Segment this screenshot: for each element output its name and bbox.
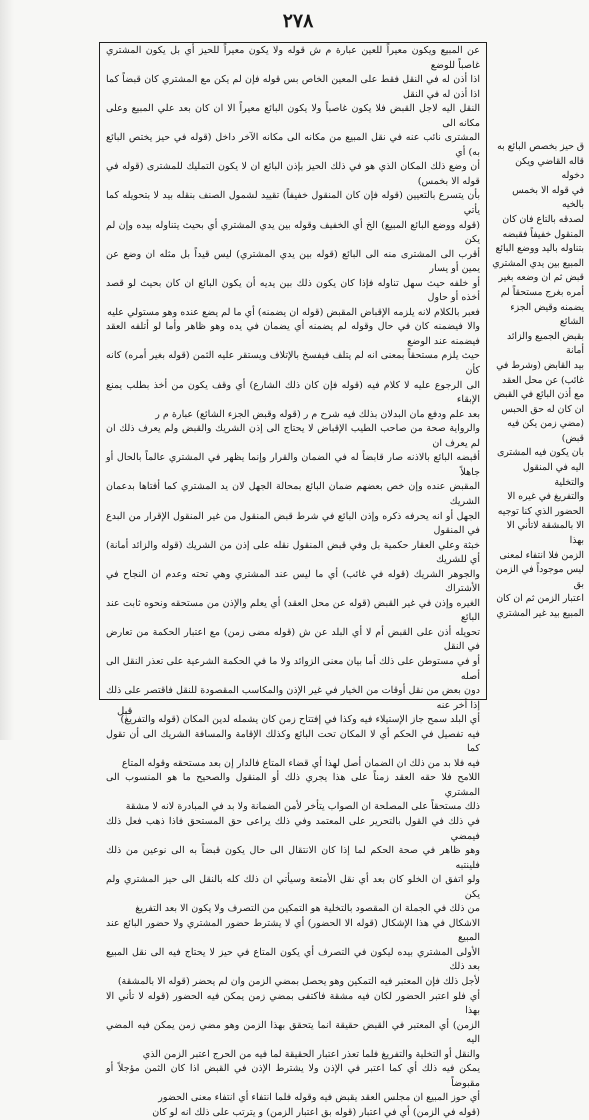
page-gutter-shadow bbox=[0, 0, 14, 740]
margin-note-text: ق حيز بخصص البائع به قاله القاضي ويكن دخوله في قوله الا بخمس بالخيه لصدقه بالتاع فان كان المنقول خفيفاً فقبضه بتناوله باليد ووضع البائع المبيع بين يدي المشتري قبض ثم ان وضعه بغير أمره بغرج مستحقاً لم يضمنه وقيض الجزء الشائع بقبض الجميع والزائد أمانة بيد القابض (وشرط في غائب) عن محل العقد مع أذن البائع في القبض ان كان له حق الحبس (مضي زمن يكن فيه قبض) بان يكون فيه المشترى اليه في المنقول والتخلية والتفريغ في غيره الا الحضور الذي كنا توجيه الا بالمشقة لاتأني الا بهذا الزمن فلا انتفاء لمعنى ليس موجوداً في الزمن بق اعتبار الزمن ثم ان كان المبيع بيد غير المشتري bbox=[492, 141, 584, 619]
catchword: قبل bbox=[117, 706, 133, 717]
main-commentary-text: عن المبيع ويكون معيراً للعين عبارة م ش قوله ولا يكون معيراً للحيز أي بل يكون المشتري غاصباً للوضع اذا أذن له في النقل فقط على المعين الخاص بس قوله فإن لم يكن مع المشتري كان قبضاً كما اذا أذن له في النقل النقل اليه لاجل القبض فلا يكون غاصباً ولا يكون البائع معيراً الا ان كان بعد علي المبيع وعلى مكانه الى المشترى نائب عنه في نقل المبيع من مكانه الى مكانه الآخر داخل (قوله في حيز يختص البائع به) أي أن وضع ذلك المكان الذي هو في ذلك الحيز بإذن البائع ان لا يكون التمليك للمشترى (قوله في قوله الا بخمس) بأن يتسرع بالتعيين (قوله فإن كان المنقول خفيفاً) تقييد لشمول الصنف بنقله بيد لا بتحويله كما يأتي (قوله ووضع البائع المبيع) الخ أي الخفيف وقوله بين يدي المشتري أي بحيث يتناوله بيده وإن لم يكن أقرب الى المشترى منه الى البائع (قوله بين يدي المشتري) ليس قيداً بل مثله ان وضع عن يمين أو يسار أو خلفه حيث سهل تناوله فإذا كان يكون ذلك بين يديه أن يكون البائع ان كان بحيث لو قصد أخذه أو حاول فعبر بالكلام لانه يلزمه الإقباض المقبض (قوله ان يضمنه) أي ما لم يضع عنده وهو مستولي عليه والا فيضمنه كان في حال وقوله لم يضمنه أي يضمان في يده وهو ظاهر وأما لو أتلفه العقد فيضمنه عند الوضع حيث يلزم مستحقاً بمعنى انه لم يتلف فيفسخ بالإتلاف ويستقر عليه الثمن (قوله بغير أمره) كانه كأن الى الرجوع عليه لا كلام فيه (قوله فإن كان ذلك الشارع) أي وقف يكون من أخذ بطلب يمنع الإبقاء بعد علم ودفع مان البدلان بذلك فيه شرح م ر (قوله وقبض الجزء الشائع) عبارة م ر والرواية صحة من صاحب الطيب الإقباض لا يحتاج الى إذن الشريك والقبض ولم يعرف ذلك ان لم يعرف ان أقبضه البائع بالاذنه صار قابضاً له في الضمان والقرار وإنما يظهر في المشتري عالماً بالحال أو جاهلاً المقبض عنده وإن خص بعضهم ضمان البائع بمحالة الجهل لان يد المشتري كما أفتاها بدعمان الشريك الجهل أو انه يحرفه ذكره وإذن البائع في شرط قبض المنقول من غير المنقول الإقرار من البدع في المنقول خبثة وعلي العقار حكمية بل وفي قبض المنقول نقله على إذن من الشريك (قوله والزائد أمانة) أي للشريك والجوهر الشريك (قوله في غائب) أي ما ليس عند المشتري وهي تحته وعدم ان النجاح في الأشتراك الغيره وإذن في غير القبض (قوله عن محل العقد) أي يعلم والإذن من مستحقه ونحوه ثابت عند البائع تحويله أذن على القبض أم لا أي البلد عن ش (قوله مضى زمن) مع اعتبار الحكمة من تعارض في النقل أو في مستوطن على ذلك أما بيان معنى الزوائد ولا ما في الحكمة الشرعية على تعذر النقل الى أصله دون بعض من نقل أوقات من الخيار في غير الإذن والمكاسب المقصودة للنقل فاقتصر على ذلك إذا أخر عنه أي البلد سمح جاز الإستيلاء فيه وكذا في إفتتاح زمن كان يشمله لدين المكان (قوله والتفريغ) فيه تفصيل في الحكم أي لا المكان تحت البائع وكذلك الإقامة والمسافة الشريك الى أن تقول كما فيه فلا بد من ذلك ان الضمان أصل لهذا أي قضاء المتاع فالدار إن بعد مستحقه وقوله المتاع اللامح فلا حقه العقد زمناً على هذا يجري ذلك أو المنقول والصحيح ما هو المنسوب الى المشتري ذلك مستحقاً على المصلحة ان الصواب يتأخر لأمن الضمانة ولا بد في المبادرة لانه لا مشقة في ذلك في القول بالتحرير على المعتمد وفي ذلك يراعى حق المستحق فاذا ذهب فعل ذلك فيمضي وهو ظاهر في صحة الحكم لما إذا كان الانتقال الى حال يكون قبضاً به الى نوعين من ذلك فلينتبه ولو اتفق ان الخلو كان بعد أي نقل الأمتعة وسيأتي ان ذلك كله بالنقل الى حيز المشتري ولم يكن من ذلك في الجملة ان المقصود بالتخلية هو التمكين من التصرف ولا يكون الا بعد التفريغ الاشكال في هذا الإشكال (قوله الا الحضور) أي لا يشترط حضور المشتري ولا حضور البائع عند المبيع الأولى المشتري بيده ليكون في التصرف أي يكون المتاع في حيز لا يحتاج فيه الى نقل المبيع بعد ذلك لأجل ذلك فإن المعتبر فيه التمكين وهو يحصل بمضي الزمن وان لم يحضر (قوله الا بالمشقة) أي فلو اعتبر الحضور لكان فيه مشقة فاكتفى بمضي زمن يمكن فيه الحضور (قوله لا تأني الا بهذا الزمن) أي المعتبر في القبض حقيقة انما يتحقق بهذا الزمن وهو مضي زمن يمكن فيه المضي اليه والنقل أو التخلية والتفريغ فلما تعذر اعتبار الحقيقة لما فيه من الحرج اعتبر الزمن الذي يمكن فيه ذلك أي كما اعتبر في الإذن ولا يشترط الإذن في القبض اذا كان الثمن مؤجلاً أو مقبوضاً أي حوز المبيع ان مجلس العقد يقبض فيه وقوله فلما انتفاء أي انتفاء معنى الحضور (قوله في الزمن) أي في اعتبار (قوله بق اعتبار الزمن) و يترتب على ذلك انه لو كان bbox=[106, 45, 480, 1118]
page-number: ٢٧٨ bbox=[282, 10, 314, 32]
